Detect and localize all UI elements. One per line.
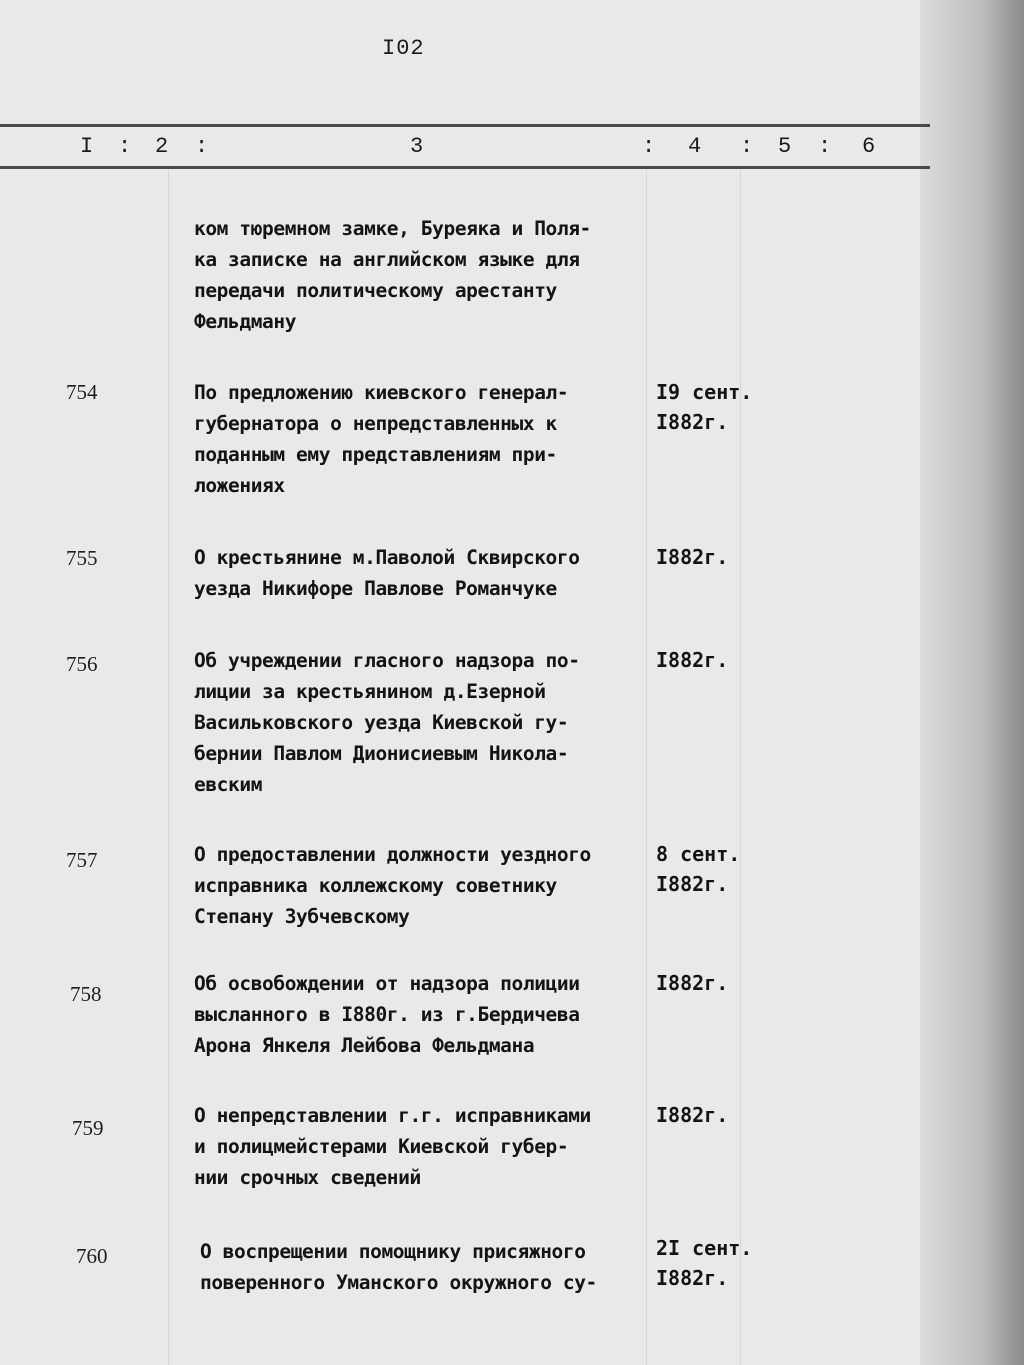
entry-number: 757 — [66, 848, 98, 872]
column-header-3: 3 — [410, 134, 424, 159]
entry-date: 8 сент. I882г. — [656, 842, 741, 896]
entry-text: О воспрещении помощнику присяжного поверенного Уманского окружного су- — [200, 1240, 597, 1294]
entry-date: I9 сент. I882г. — [656, 380, 753, 434]
header-rule-bottom — [0, 166, 930, 169]
entry-date: I882г. — [656, 971, 729, 995]
column-header-5: 5 — [778, 134, 792, 159]
header-rule-top — [0, 124, 930, 127]
entry-number: 759 — [72, 1116, 104, 1140]
entry-text: О предоставлении должности уездного исправника коллежскому советнику Степану Зубчевскому — [194, 843, 591, 928]
entry-text: Об освобождении от надзора полиции высланного в I880г. из г.Бердичева Арона Янкеля Лейбова Фельдмана — [194, 972, 580, 1057]
entry-date: 2I сент. I882г. — [656, 1236, 753, 1290]
column-separator: : — [118, 134, 132, 159]
column-header-1: I — [80, 134, 94, 159]
entry-number: 758 — [70, 982, 102, 1006]
column-separator: : — [740, 134, 754, 159]
column-header-2: 2 — [155, 134, 169, 159]
column-header-4: 4 — [688, 134, 702, 159]
column-separator: : — [642, 134, 656, 159]
column-divider — [646, 170, 647, 1365]
entry-number: 756 — [66, 652, 98, 676]
entry-text: Об учреждении гласного надзора по- лиции за крестьянином д.Езерной Васильковского уезда Киевской гу- бернии Павлом Дионисиевым Никола- евским — [194, 649, 580, 796]
page-edge-shadow — [920, 0, 1024, 1365]
entry-text: По предложению киевского генерал- губернатора о непредставленных к поданным ему представлениям при- ложениях — [194, 381, 569, 497]
column-separator: : — [818, 134, 832, 159]
entry-text: О крестьянине м.Паволой Сквирского уезда Никифоре Павлове Романчуке — [194, 546, 580, 600]
entry-date: I882г. — [656, 1103, 729, 1127]
page-number: I02 — [382, 36, 425, 61]
entry-number: 760 — [76, 1244, 108, 1268]
entry-number: 754 — [66, 380, 98, 404]
entry-number: 755 — [66, 546, 98, 570]
column-header-6: 6 — [862, 134, 876, 159]
entry-text: О непредставлении г.г. исправниками и полицмейстерами Киевской губер- нии срочных сведений — [194, 1104, 591, 1189]
entry-date: I882г. — [656, 648, 729, 672]
entry-text: ком тюремном замке, Буреяка и Поля- ка записке на английском языке для передачи политическому арестанту Фельдману — [194, 217, 591, 333]
entry-date: I882г. — [656, 545, 729, 569]
column-divider — [740, 170, 741, 1365]
column-divider — [168, 170, 169, 1365]
column-separator: : — [195, 134, 209, 159]
